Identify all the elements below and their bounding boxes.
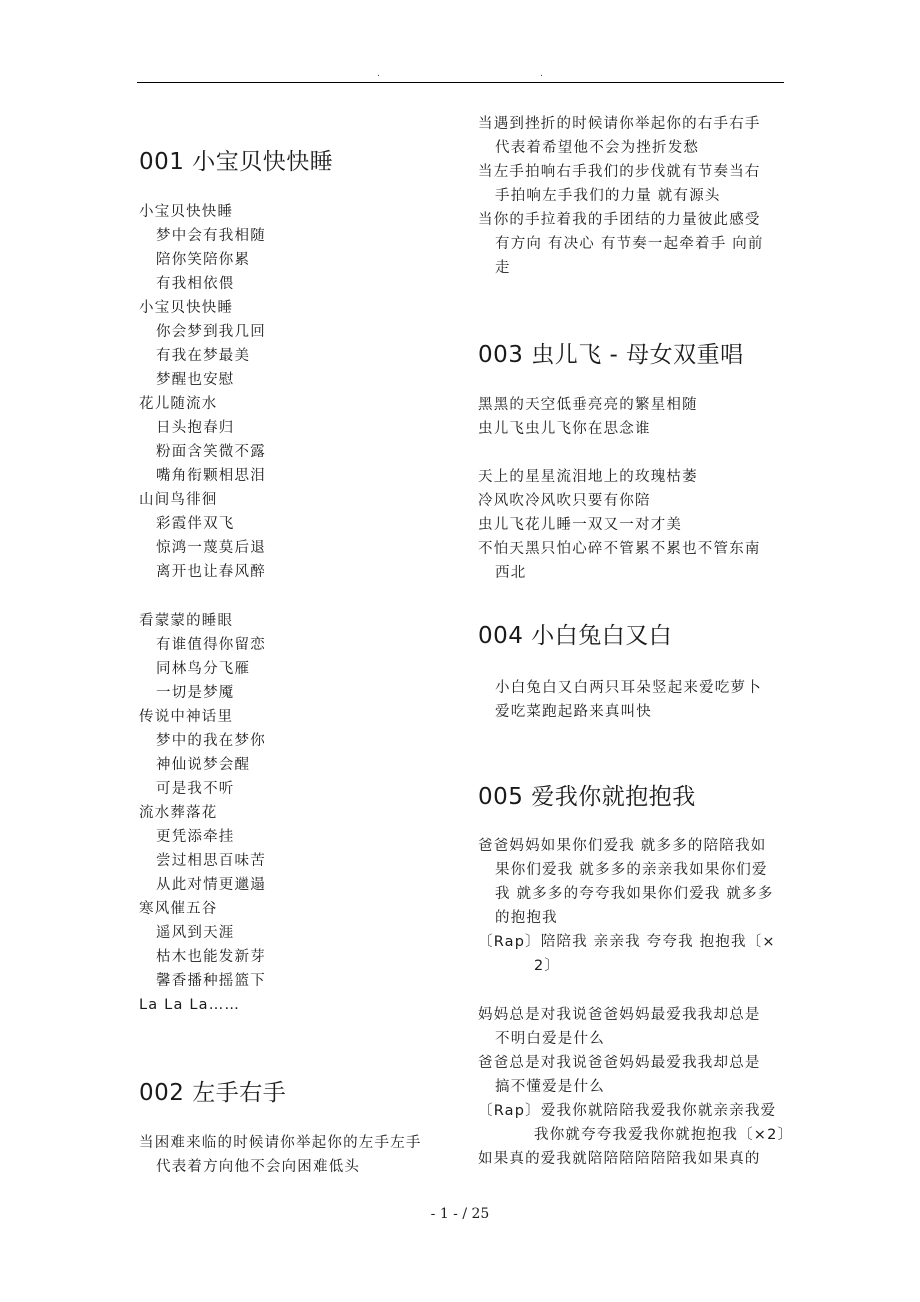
lyric-line: 陪你笑陪你累 [156,252,251,268]
lyric-line: 彩霞伴双飞 [156,516,235,532]
header-dot: . [540,69,543,79]
lyric-line: 当你的手拉着我的手团结的力量彼此感受 [478,212,761,228]
lyric-line: 西北 [495,565,527,581]
lyric-line: 有方向 有决心 有节奏一起牵着手 向前 [495,236,764,252]
song-title: 001 小宝贝快快睡 [139,149,334,175]
song-title: 005 爱我你就抱抱我 [478,784,696,810]
lyric-line: 代表着方向他不会向困难低头 [156,1159,361,1175]
lyric-line: 我 就多多的夸夸我如果你们爱我 就多多 [495,886,774,902]
lyric-line: 从此对情更邋遢 [156,877,266,893]
lyric-line: 当困难来临的时候请你举起你的左手左手 [139,1135,422,1151]
lyric-line: 梦醒也安慰 [156,372,235,388]
lyric-line: 当左手拍响右手我们的步伐就有节奏当右 [478,164,761,180]
lyric-line: 传说中神话里 [139,709,234,725]
lyric-line: 花儿随流水 [139,396,218,412]
lyric-line: 代表着希望他不会为挫折发愁 [495,140,700,156]
lyric-line: 〔Rap〕陪陪我 亲亲我 夸夸我 抱抱我〔× [478,934,776,950]
lyric-line: 神仙说梦会醒 [156,757,251,773]
lyric-line: 虫儿飞虫儿飞你在思念谁 [478,421,651,437]
lyric-line: 有谁值得你留恋 [156,637,266,653]
lyric-line: 不明白爱是什么 [495,1031,605,1047]
lyric-line: 爸爸妈妈如果你们爱我 就多多的陪陪我如 [478,838,767,854]
lyric-line: 梦中会有我相随 [156,228,266,244]
header-rule [137,82,784,83]
lyric-line: 2〕 [534,958,561,974]
header-dot: . [377,69,380,79]
lyric-line: 手拍响左手我们的力量 就有源头 [495,188,721,204]
lyric-line: 走 [495,260,511,276]
song-title: 002 左手右手 [139,1080,287,1106]
lyric-line: 有我相依偎 [156,276,235,292]
lyric-line: 有我在梦最美 [156,348,251,364]
lyric-line: 黑黑的天空低垂亮亮的繁星相随 [478,397,698,413]
lyric-line: 果你们爱我 就多多的亲亲我如果你们爱 [495,862,768,878]
lyric-line: 枯木也能发新芽 [156,949,266,965]
lyric-line: 不怕天黑只怕心碎不管累不累也不管东南 [478,541,761,557]
lyric-line: 馨香播种摇篮下 [156,973,266,989]
lyric-line: 可是我不听 [156,781,235,797]
lyric-line: 山间鸟徘徊 [139,492,218,508]
lyric-line: 搞不懂爱是什么 [495,1079,605,1095]
lyric-line: 梦中的我在梦你 [156,733,266,749]
page-number: - 1 - / 25 [430,1206,490,1222]
lyric-line: 冷风吹冷风吹只要有你陪 [478,493,651,509]
lyric-line: 天上的星星流泪地上的玫瑰枯萎 [478,469,698,485]
lyric-line: 小白兔白又白两只耳朵竖起来爱吃萝卜 [495,680,762,696]
lyric-line: 离开也让春风醉 [156,564,266,580]
lyric-line: 更凭添牵挂 [156,829,235,845]
lyric-line: 我你就夸夸我爱我你就抱抱我〔×2〕 [534,1127,794,1143]
lyric-line: 同林鸟分飞雁 [156,661,251,677]
lyric-line: 如果真的爱我就陪陪陪陪陪陪我如果真的 [478,1151,761,1167]
lyric-line: 日头抱春归 [156,420,235,436]
lyric-line: 〔Rap〕爱我你就陪陪我爱我你就亲亲我爱 [478,1103,777,1119]
lyric-line: La La La…… [139,997,241,1013]
lyric-line: 粉面含笑微不露 [156,444,266,460]
song-title: 004 小白兔白又白 [478,623,673,649]
lyric-line: 爱吃菜跑起路来真叫快 [495,704,652,720]
lyric-line: 小宝贝快快睡 [139,204,234,220]
lyric-line: 虫儿飞花儿睡一双又一对才美 [478,517,683,533]
lyric-line: 嘴角衔颗相思泪 [156,468,266,484]
lyric-line: 你会梦到我几回 [156,324,266,340]
lyric-line: 流水葬落花 [139,805,218,821]
lyric-line: 妈妈总是对我说爸爸妈妈最爱我我却总是 [478,1007,761,1023]
lyric-line: 看蒙蒙的睡眼 [139,613,234,629]
song-title: 003 虫儿飞 - 母女双重唱 [478,342,744,368]
lyric-line: 爸爸总是对我说爸爸妈妈最爱我我却总是 [478,1055,761,1071]
lyric-line: 一切是梦魇 [156,685,235,701]
lyric-line: 遥风到天涯 [156,925,235,941]
lyric-line: 小宝贝快快睡 [139,300,234,316]
lyric-line: 寒风催五谷 [139,901,218,917]
lyric-line: 的抱抱我 [495,910,558,926]
lyric-line: 当遇到挫折的时候请你举起你的右手右手 [478,116,761,132]
lyric-line: 惊鸿一蔑莫后退 [156,540,266,556]
lyric-line: 尝过相思百味苦 [156,853,266,869]
